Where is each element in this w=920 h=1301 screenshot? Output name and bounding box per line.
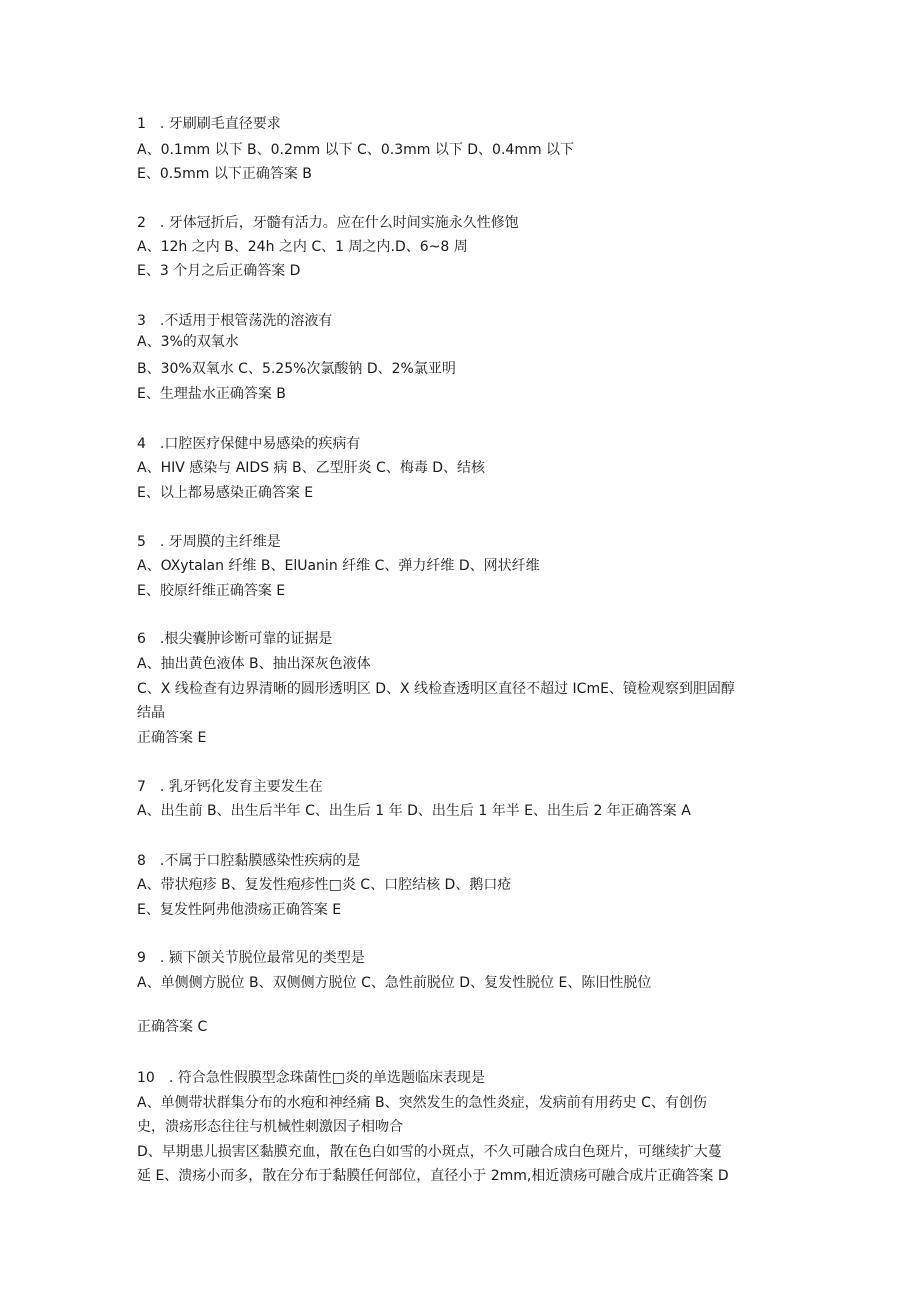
question-4-options: A、HIV 感染与 AIDS 病 B、乙型肝炎 C、梅毒 D、结核 — [137, 460, 486, 476]
question-7-options: A、出生前 B、出生后半年 C、出生后 1 年 D、出生后 1 年半 E、出生后 2 年正确答案 A — [137, 803, 691, 819]
question-10-option-d: D、早期患儿损害区黏膜充血，散在色白如雪的小斑点，不久可融合成白色斑片，可继续扩大蔓 — [137, 1144, 722, 1160]
question-3-options: B、30%双氧水 C、5.25%次氯酸钠 D、2%氯亚明 — [137, 361, 456, 377]
question-5-options: A、OXytalan 纤维 B、ElUanin 纤维 C、弹力纤维 D、网状纤维 — [137, 558, 540, 574]
question-10-title: 10 . 符合急性假膜型念珠菌性□炎的单选题临床表现是 — [137, 1070, 485, 1086]
question-9-title: 9 . 颍下颌关节脱位最常见的类型是 — [137, 950, 365, 966]
question-1-title: 1 . 牙刷刷毛直径要求 — [137, 116, 281, 132]
question-9-options: A、单侧侧方脱位 B、双侧侧方脱位 C、急性前脱位 D、复发性脱位 E、陈旧性脱位 — [137, 975, 652, 991]
question-9-answer: 正确答案 C — [137, 1019, 208, 1035]
question-7-title: 7 . 乳牙钙化发育主要发生在 — [137, 779, 323, 795]
question-6-options-ab: A、抽出黄色液体 B、抽出深灰色液体 — [137, 656, 371, 672]
question-10-options-cont: 史，溃疡形态往往与机械性刺激因子相吻合 — [137, 1119, 403, 1135]
question-3-option-a: A、3%的双氧水 — [137, 334, 239, 350]
question-4-title: 4 .口腔医疗保健中易感染的疾病有 — [137, 436, 361, 452]
question-8-answer: E、复发性阿弗他溃疡正确答案 E — [137, 902, 342, 918]
question-2-answer: E、3 个月之后正确答案 D — [137, 263, 301, 279]
question-2-title: 2 . 牙体冠折后，牙髓有活力。应在什么时间实施永久性修饱 — [137, 215, 519, 231]
question-8-options: A、带状疱疹 B、复发性疱疹性□炎 C、口腔结核 D、鹅口疮 — [137, 877, 512, 893]
question-6-options-cde: C、X 线检查有边界清晰的圆形透明区 D、X 线检查透明区直径不超过 ICmE、镜检观察到胆固醇 — [137, 681, 735, 697]
question-5-title: 5 . 牙周膜的主纤维是 — [137, 534, 281, 550]
question-1-options: A、0.1mm 以下 B、0.2mm 以下 C、0.3mm 以下 D、0.4mm 以下 — [137, 142, 575, 158]
question-1-answer: E、0.5mm 以下正确答案 B — [137, 166, 312, 182]
question-3-title: 3 .不适用于根管荡洗的溶液有 — [137, 313, 333, 329]
question-3-answer: E、生理盐水正确答案 B — [137, 386, 286, 402]
question-2-options: A、12h 之内 B、24h 之内 C、1 周之内.D、6~8 周 — [137, 239, 468, 255]
question-10-options-abc: A、单侧带状群集分布的水疱和神经痛 B、突然发生的急性炎症，发病前有用药史 C、有创伤 — [137, 1095, 707, 1111]
question-4-answer: E、以上都易感染正确答案 E — [137, 485, 314, 501]
question-6-title: 6 .根尖囊肿诊断可靠的证据是 — [137, 631, 333, 647]
question-8-title: 8 .不属于口腔黏膜感染性疾病的是 — [137, 853, 361, 869]
question-6-answer: 正确答案 E — [137, 730, 207, 746]
question-10-option-e-answer: 延 E、溃疡小而多，散在分布于黏膜任何部位，直径小于 2mm,相近溃疡可融合成片正确答案 D — [137, 1168, 729, 1184]
question-5-answer: E、胶原纤维正确答案 E — [137, 583, 286, 599]
question-6-options-cont: 结晶 — [137, 705, 165, 721]
